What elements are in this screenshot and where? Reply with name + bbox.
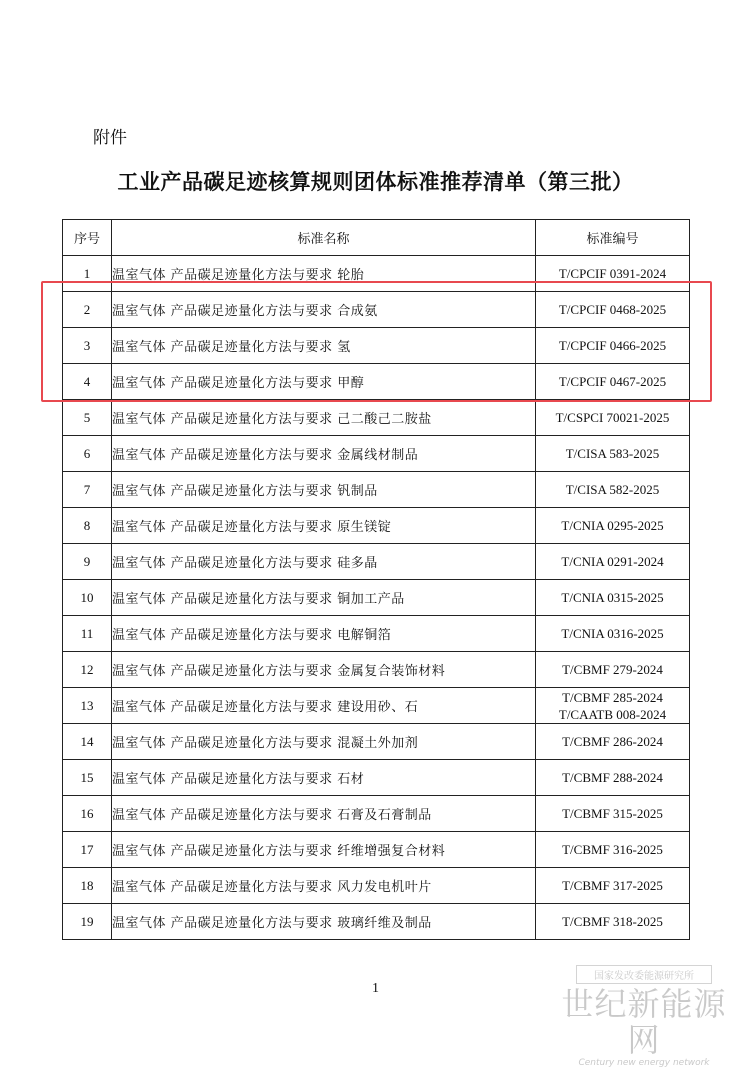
standard-name: 温室气体 产品碳足迹量化方法与要求 钒制品 [112,472,536,508]
page-number: 1 [372,981,379,996]
row-number: 17 [63,832,112,868]
table-header-row [63,220,690,256]
standard-code-line: T/CBMF 317-2025 [562,878,663,893]
row-number: 6 [63,436,112,472]
standard-code [536,760,690,796]
standard-code-line: T/CISA 582-2025 [565,482,660,497]
table-row [63,832,690,868]
standard-name: 温室气体 产品碳足迹量化方法与要求 硅多晶 [112,544,536,580]
table-row [63,616,690,652]
standard-code-line: T/CPCIF 0466-2025 [558,338,667,353]
standard-code [536,724,690,760]
standard-code-line: T/CISA 583-2025 [565,446,660,461]
table-row [63,904,690,940]
standard-name: 温室气体 产品碳足迹量化方法与要求 轮胎 [112,256,536,292]
standard-name: 温室气体 产品碳足迹量化方法与要求 氢 [112,328,536,364]
standard-name: 温室气体 产品碳足迹量化方法与要求 纤维增强复合材料 [112,832,536,868]
standard-code-line: T/CAATB 008-2024 [558,706,667,722]
row-number: 8 [63,508,112,544]
watermark-top-text: 国家发改委能源研究所 [576,965,712,984]
standard-code [536,796,690,832]
column-header-no: 序号 [63,220,112,256]
standard-code [536,544,690,580]
standard-name: 温室气体 产品碳足迹量化方法与要求 铜加工产品 [112,580,536,616]
standard-code-line: T/CSPCI 70021-2025 [555,410,670,425]
standard-name: 温室气体 产品碳足迹量化方法与要求 石材 [112,760,536,796]
standard-code-line: T/CPCIF 0467-2025 [558,374,667,389]
standard-name: 温室气体 产品碳足迹量化方法与要求 混凝土外加剂 [112,724,536,760]
table-row [63,544,690,580]
row-number: 1 [63,256,112,292]
standard-code-line: T/CPCIF 0468-2025 [558,302,667,317]
row-number: 9 [63,544,112,580]
table-row [63,580,690,616]
row-number: 3 [63,328,112,364]
standard-code-line: T/CBMF 315-2025 [562,806,663,821]
row-number: 10 [63,580,112,616]
column-header-code: 标准编号 [536,220,690,256]
row-number: 14 [63,724,112,760]
standard-code-line: T/CNIA 0291-2024 [561,554,664,569]
table-row [63,508,690,544]
standard-code [536,580,690,616]
standard-name: 温室气体 产品碳足迹量化方法与要求 石膏及石膏制品 [112,796,536,832]
table-row [63,796,690,832]
row-number: 4 [63,364,112,400]
watermark-sub-text: Century new energy network [578,1058,710,1068]
table-row [63,436,690,472]
standard-code-line: T/CBMF 279-2024 [562,662,663,677]
standard-name: 温室气体 产品碳足迹量化方法与要求 玻璃纤维及制品 [112,904,536,940]
table-row [63,724,690,760]
standard-code [536,832,690,868]
standard-name: 温室气体 产品碳足迹量化方法与要求 金属复合装饰材料 [112,652,536,688]
standard-code-line: T/CNIA 0316-2025 [561,626,664,641]
watermark [551,965,737,1068]
standard-code-line: T/CBMF 316-2025 [562,842,663,857]
standard-name: 温室气体 产品碳足迹量化方法与要求 风力发电机叶片 [112,868,536,904]
standard-code [536,652,690,688]
standard-name: 温室气体 产品碳足迹量化方法与要求 建设用砂、石 [112,688,536,724]
column-header-name: 标准名称 [112,220,536,256]
standard-name: 温室气体 产品碳足迹量化方法与要求 金属线材制品 [112,436,536,472]
row-number: 12 [63,652,112,688]
standard-code [536,400,690,436]
row-number: 11 [63,616,112,652]
row-number: 2 [63,292,112,328]
row-number: 13 [63,688,112,724]
row-number: 15 [63,760,112,796]
standard-name: 温室气体 产品碳足迹量化方法与要求 甲醇 [112,364,536,400]
standard-code [536,904,690,940]
standard-name: 温室气体 产品碳足迹量化方法与要求 己二酸己二胺盐 [112,400,536,436]
row-number: 16 [63,796,112,832]
highlight-box [41,281,712,402]
standard-name: 温室气体 产品碳足迹量化方法与要求 原生镁锭 [112,508,536,544]
standard-code-line: T/CBMF 285-2024 [562,689,663,705]
attachment-label: 附件 [93,128,127,148]
standard-code-line: T/CNIA 0295-2025 [561,518,664,533]
standard-code [536,436,690,472]
table-row [63,868,690,904]
watermark-main-text: 世纪新能源网 [561,985,727,1059]
row-number: 18 [63,868,112,904]
standard-code-line: T/CPCIF 0391-2024 [558,266,667,281]
standard-code-line: T/CBMF 318-2025 [562,914,663,929]
table-row [63,760,690,796]
standard-code-line: T/CBMF 286-2024 [562,734,663,749]
standard-code [536,616,690,652]
row-number: 5 [63,400,112,436]
standard-name: 温室气体 产品碳足迹量化方法与要求 合成氨 [112,292,536,328]
row-number: 7 [63,472,112,508]
standard-code [536,868,690,904]
standard-code [536,472,690,508]
table-row [63,688,690,724]
document-title: 工业产品碳足迹核算规则团体标准推荐清单（第三批） [117,170,634,194]
standard-code-line: T/CBMF 288-2024 [562,770,663,785]
table-row [63,472,690,508]
row-number: 19 [63,904,112,940]
standard-name: 温室气体 产品碳足迹量化方法与要求 电解铜箔 [112,616,536,652]
table-row [63,652,690,688]
standard-code [536,688,690,724]
standard-code-line: T/CNIA 0315-2025 [561,590,664,605]
standard-code [536,508,690,544]
table-row [63,400,690,436]
